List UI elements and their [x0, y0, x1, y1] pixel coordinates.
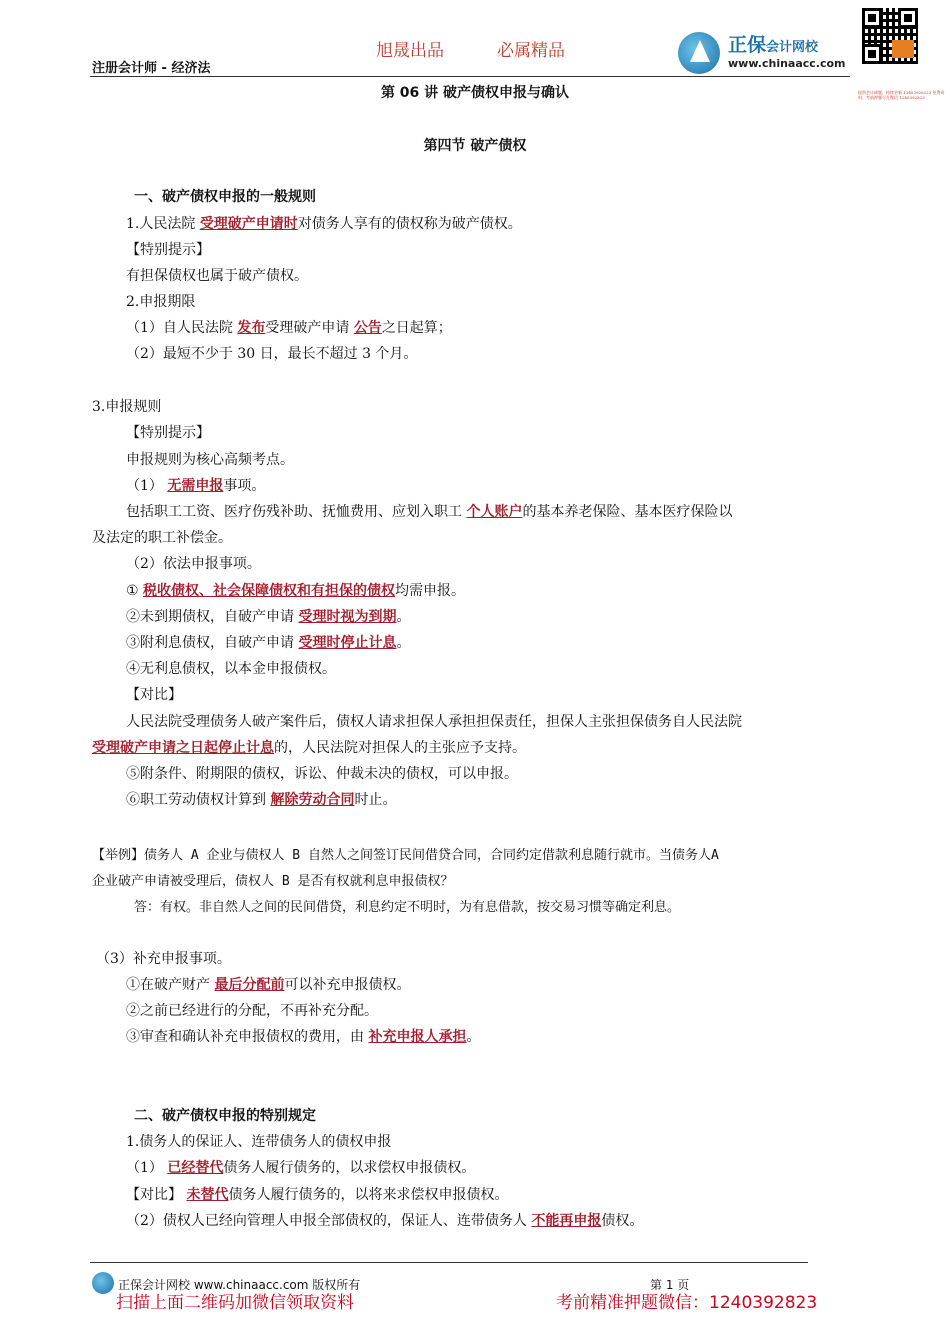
key-term: 受理时停止计息 [298, 635, 397, 651]
text-line: 及法定的职工补偿金。 [92, 530, 232, 546]
text-line: ③审查和确认补充申报债权的费用，由 补充申报人承担。 [126, 1029, 481, 1045]
footer-logo-icon [92, 1272, 114, 1294]
text-line: 1.债务人的保证人、连带债务人的债权申报 [126, 1134, 392, 1150]
key-term: 解除劳动合同 [270, 792, 355, 808]
promo-left: 扫描上面二维码加微信领取资料 [116, 1293, 354, 1313]
tip-label: 【特别提示】 [126, 242, 210, 258]
logo-mark-icon [678, 32, 720, 74]
logo-sub: 会计网校 [766, 40, 819, 55]
example-line: 【举例】债务人 A 企业与债权人 B 自然人之间签订民间借贷合同，合同约定借款利息随行就市。当债务人A [92, 848, 719, 863]
text-line: （1） 无需申报事项。 [126, 478, 266, 494]
qr-note: 提供会计刷题，持续更新 12403928223 免费资料，考前押题尽在微信 1240392823 [858, 90, 945, 100]
key-term: 受理时视为到期 [298, 609, 397, 625]
course-name: 注册会计师 - 经济法 [92, 61, 211, 76]
text-line: ②之前已经进行的分配，不再补充分配。 [126, 1003, 378, 1019]
text-line: 受理破产申请之日起停止计息的，人民法院对担保人的主张应予支持。 [92, 740, 526, 756]
text-line: 有担保债权也属于破产债权。 [126, 268, 308, 284]
text-line: ①在破产财产 最后分配前可以补充申报债权。 [126, 977, 411, 993]
text-line: ⑤附条件、附期限的债权，诉讼、仲裁未决的债权，可以申报。 [126, 766, 518, 782]
page-number: 第 1 页 [650, 1278, 690, 1292]
text-line: 包括职工工资、医疗伤残补助、抚恤费用、应划入职工 个人账户的基本养老保险、基本医疗保险以 [126, 504, 733, 520]
text-line: 1.人民法院 受理破产申请时对债务人享有的债权称为破产债权。 [126, 216, 522, 232]
text-line: ②未到期债权，自破产申请 受理时视为到期。 [126, 609, 411, 625]
logo-name: 正保 [728, 34, 767, 56]
text-line: （1）自人民法院 发布受理破产申请 公告之日起算； [126, 320, 452, 336]
lecture-title: 第 06 讲 破产债权申报与确认 [380, 85, 570, 101]
key-term: 公告 [353, 320, 382, 336]
key-term: 受理破产申请之日起停止计息 [92, 740, 274, 756]
text-line: 2.申报期限 [126, 294, 196, 310]
tip-label: 【特别提示】 [126, 425, 210, 441]
text-line: （1） 已经替代债务人履行债务的，以求偿权申报债权。 [126, 1160, 476, 1176]
key-term: 已经替代 [167, 1160, 224, 1176]
compare-label: 【对比】 [126, 687, 182, 703]
text-line: 3.申报规则 [92, 399, 162, 415]
text-line: ⑥职工劳动债权计算到 解除劳动合同时止。 [126, 792, 397, 808]
key-term: 受理破产申请时 [199, 216, 298, 232]
example-line: 企业破产申请被受理后，债权人 B 是否有权就利息申报债权？ [92, 874, 454, 889]
key-term: 个人账户 [466, 504, 523, 520]
slogan-1: 旭晟出品 [376, 41, 444, 61]
qr-badge-icon [892, 40, 914, 58]
text-line: 【对比】 未替代债务人履行债务的，以将来求偿权申报债权。 [126, 1187, 509, 1203]
section-title: 第四节 破产债权 [423, 138, 527, 154]
chinaacc-logo [678, 30, 858, 76]
key-term: 不能再申报 [531, 1213, 602, 1229]
text-line: （2）债权人已经向管理人申报全部债权的，保证人、连带债务人 不能再申报债权。 [126, 1213, 644, 1229]
text-line: ③附利息债权，自破产申请 受理时停止计息。 [126, 635, 411, 651]
header-divider [90, 76, 850, 77]
key-term: 未替代 [186, 1187, 229, 1203]
key-term: 补充申报人承担 [368, 1029, 467, 1045]
text-line: （2）最短不少于 30 日，最长不超过 3 个月。 [126, 346, 418, 362]
key-term: 最后分配前 [214, 977, 285, 993]
example-answer: 答：有权。非自然人之间的民间借贷，利息约定不明时，为有息借款，按交易习惯等确定利息。 [134, 900, 681, 915]
part2-heading: 二、破产债权申报的特别规定 [134, 1108, 316, 1124]
text-line: （2）依法申报事项。 [126, 556, 261, 572]
part1-heading: 一、破产债权申报的一般规则 [134, 189, 316, 205]
slogan-2: 必属精品 [497, 41, 565, 61]
text-line: 申报规则为核心高频考点。 [126, 452, 294, 468]
text-line: 人民法院受理债务人破产案件后，债权人请求担保人承担担保责任，担保人主张担保债务自人民法院 [126, 714, 742, 730]
key-term: 税收债权、社会保障债权和有担保的债权 [143, 583, 396, 599]
footer-copyright: 正保会计网校 www.chinaacc.com 版权所有 [118, 1278, 361, 1292]
text-line: （3）补充申报事项。 [96, 951, 231, 967]
key-term: 发布 [237, 320, 266, 336]
footer-divider [90, 1262, 808, 1263]
key-term: 无需申报 [167, 478, 224, 494]
logo-url: www.chinaacc.com [728, 57, 846, 70]
promo-right: 考前精准押题微信：1240392823 [556, 1293, 818, 1313]
text-line: ④无利息债权，以本金申报债权。 [126, 661, 336, 677]
text-line: ① 税收债权、社会保障债权和有担保的债权均需申报。 [126, 583, 466, 599]
